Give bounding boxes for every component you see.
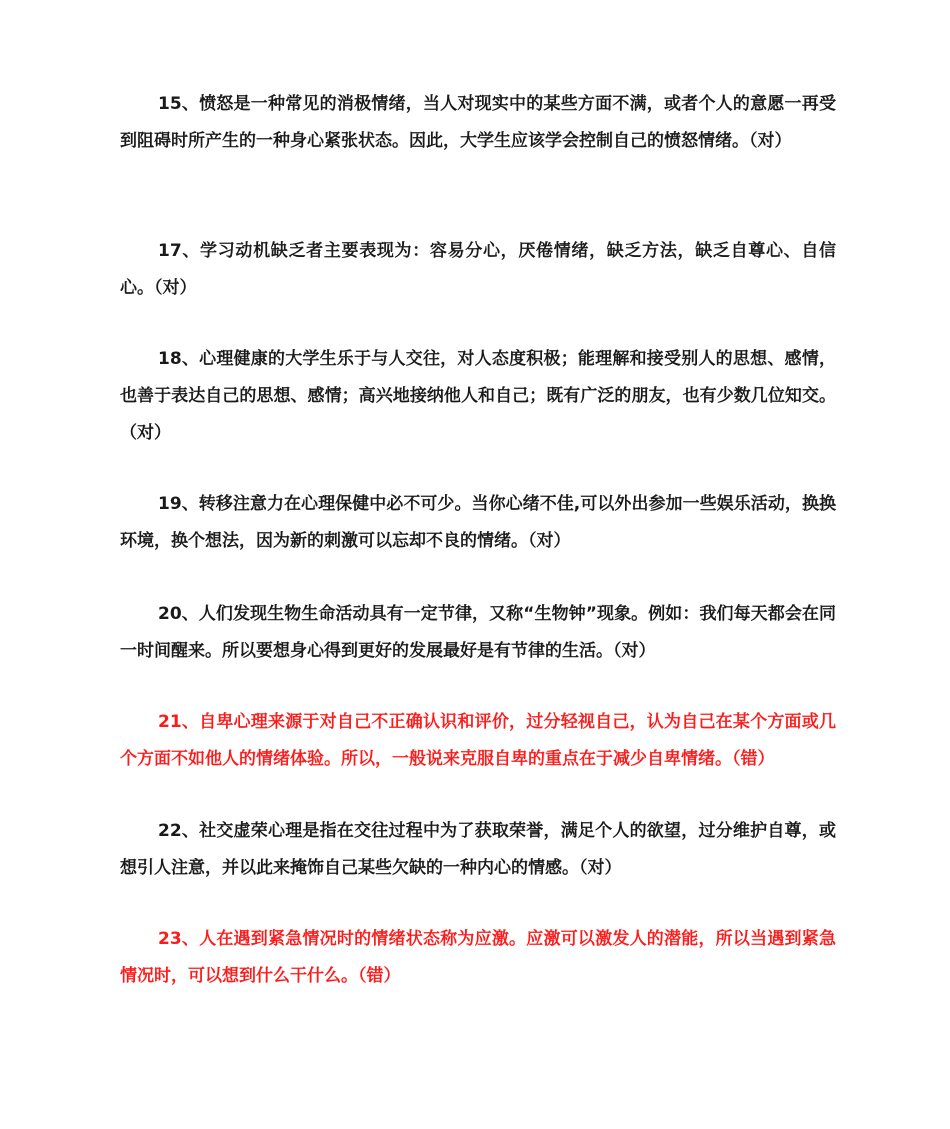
question-21: 21、自卑心理来源于对自己不正确认识和评价，过分轻视自己，认为自己在某个方面或几个方面不如他人的情绪体验。所以，一般说来克服自卑的重点在于减少自卑情绪。（错） bbox=[120, 712, 836, 769]
question-18: 18、心理健康的大学生乐于与人交往，对人态度积极；能理解和接受别人的思想、感情，也善于表达自己的思想、感情；高兴地接纳他人和自己；既有广泛的朋友，也有少数几位知交。（对） bbox=[120, 349, 836, 443]
question-22: 22、社交虚荣心理是指在交往过程中为了获取荣誉，满足个人的欲望，过分维护自尊，或想引人注意，并以此来掩饰自己某些欠缺的一种内心的情感。（对） bbox=[120, 821, 836, 878]
question-23: 23、人在遇到紧急情况时的情绪状态称为应激。应激可以激发人的潜能，所以当遇到紧急情况时，可以想到什么干什么。（错） bbox=[120, 929, 836, 986]
question-19: 19、转移注意力在心理保健中必不可少。当你心绪不佳,可以外出参加一些娱乐活动，换换环境，换个想法，因为新的刺激可以忘却不良的情绪。（对） bbox=[120, 494, 836, 551]
question-20: 20、人们发现生物生命活动具有一定节律，又称“生物钟”现象。例如：我们每天都会在同一时间醒来。所以要想身心得到更好的发展最好是有节律的生活。（对） bbox=[120, 604, 836, 661]
question-17: 17、学习动机缺乏者主要表现为：容易分心，厌倦情绪，缺乏方法，缺乏自尊心、自信心。（对） bbox=[120, 241, 836, 298]
question-15: 15、愤怒是一种常见的消极情绪，当人对现实中的某些方面不满，或者个人的意愿一再受到阻碍时所产生的一种身心紧张状态。因此，大学生应该学会控制自己的愤怒情绪。（对） bbox=[120, 94, 836, 151]
